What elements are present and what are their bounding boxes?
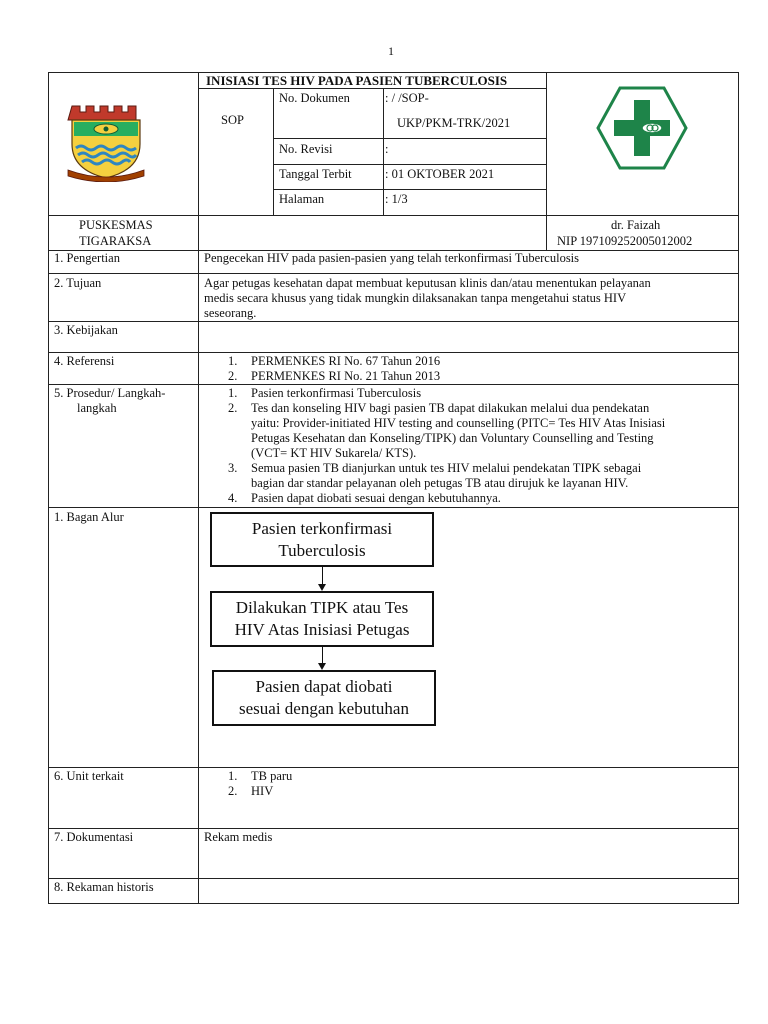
field-value-no-dokumen: : / /SOP- — [385, 91, 429, 105]
puskesmas-logo — [596, 86, 688, 170]
flow-box-2: Dilakukan TIPK atau Tes HIV Atas Inisiasi Petugas — [210, 591, 434, 647]
field-label-no-revisi: No. Revisi — [279, 142, 333, 156]
row-label-bagan-alur: 1. Bagan Alur — [54, 510, 124, 524]
page-number: 1 — [388, 44, 394, 58]
regional-emblem-logo — [66, 104, 146, 182]
row-label-tujuan: 2. Tujuan — [54, 276, 102, 290]
document-title: INISIASI TES HIV PADA PASIEN TUBERCULOSIS — [206, 73, 508, 88]
sop-label: SOP — [221, 113, 244, 127]
list-item: 1. TB paru — [228, 769, 293, 783]
flow-arrow-1 — [322, 567, 323, 585]
org-name-line2: TIGARAKSA — [79, 234, 152, 248]
list-item: 2. HIV — [228, 784, 274, 798]
flow-arrowhead-1 — [318, 584, 326, 591]
field-value-no-revisi: : — [385, 142, 389, 156]
row-text-pengertian: Pengecekan HIV pada pasien-pasien yang telah terkonfirmasi Tuberculosis — [204, 251, 580, 265]
field-label-tanggal-terbit: Tanggal Terbit — [279, 167, 352, 181]
row-label-rekaman-historis: 8. Rekaman historis — [54, 880, 154, 894]
list-item: 2. PERMENKES RI No. 21 Tahun 2013 — [228, 369, 441, 383]
unit-list — [228, 769, 292, 799]
field-value-tanggal-terbit: : 01 OKTOBER 2021 — [385, 167, 495, 181]
signer-name: dr. Faizah — [611, 218, 661, 232]
flow-box-3: Pasien dapat diobati sesuai dengan kebutuhan — [212, 670, 436, 726]
flow-arrowhead-2 — [318, 663, 326, 670]
row-label-prosedur-line2: langkah — [77, 401, 117, 415]
row-label-pengertian: 1. Pengertian — [54, 251, 120, 265]
referensi-list — [228, 354, 440, 384]
field-value-halaman: : 1/3 — [385, 192, 408, 206]
row-text-tujuan-line2: medis secara khusus yang tidak mungkin dilaksanakan tanpa mengetahui status HIV — [204, 291, 627, 305]
row-label-dokumentasi: 7. Dokumentasi — [54, 830, 134, 844]
row-label-unit-terkait: 6. Unit terkait — [54, 769, 124, 783]
org-name-line1: PUSKESMAS — [79, 218, 153, 232]
signer-nip: NIP 197109252005012002 — [557, 234, 693, 248]
row-label-kebijakan: 3. Kebijakan — [54, 323, 118, 337]
flow-box-1: Pasien terkonfirmasi Tuberculosis — [210, 512, 434, 567]
list-item: 4. Pasien dapat diobati sesuai dengan kebutuhannya. — [228, 491, 501, 505]
list-item: 3. Semua pasien TB dianjurkan untuk tes HIV melalui pendekatan TIPK sebagai — [228, 461, 642, 475]
field-value-no-dokumen-line2: UKP/PKM-TRK/2021 — [397, 116, 511, 130]
row-text-tujuan-line1: Agar petugas kesehatan dapat membuat keputusan klinis dan/atau menentukan pelayanan — [204, 276, 651, 290]
list-item: 1. Pasien terkonfirmasi Tuberculosis — [228, 386, 422, 400]
list-item: 2. Tes dan konseling HIV bagi pasien TB dapat dilakukan melalui dua pendekatan — [228, 401, 650, 415]
row-text-dokumentasi: Rekam medis — [204, 830, 273, 844]
field-label-halaman: Halaman — [279, 192, 325, 206]
field-label-no-dokumen: No. Dokumen — [279, 91, 350, 105]
row-label-referensi: 4. Referensi — [54, 354, 115, 368]
flow-arrow-2 — [322, 647, 323, 664]
list-item: 1. PERMENKES RI No. 67 Tahun 2016 — [228, 354, 441, 368]
row-text-tujuan-line3: seseorang. — [204, 306, 257, 320]
prosedur-list: 1. Pasien terkonfirmasi Tuberculosis 2. Tes dan konseling HIV bagi pasien TB dapat dilakukan melalui dua pendekatan yaitu: Provider-initiated HIV testing and counselling (PITC= Tes HIV Atas Inisiasi Petugas Kesehatan dan Konseling/TIPK) dan Voluntary Counselling and Testing (VCT= KT HIV Sukarela/ KTS). 3. Semua pasien TB dianjurkan untuk tes HIV melalui pendekatan TIPK sebagai bagian dar standar pelayanan oleh petugas TB atau dirujuk ke layanan HIV. 4. Pasien dapat diobati sesuai dengan kebutuhannya. — [228, 386, 666, 505]
row-label-prosedur: 5. Prosedur/ Langkah- — [54, 386, 166, 400]
